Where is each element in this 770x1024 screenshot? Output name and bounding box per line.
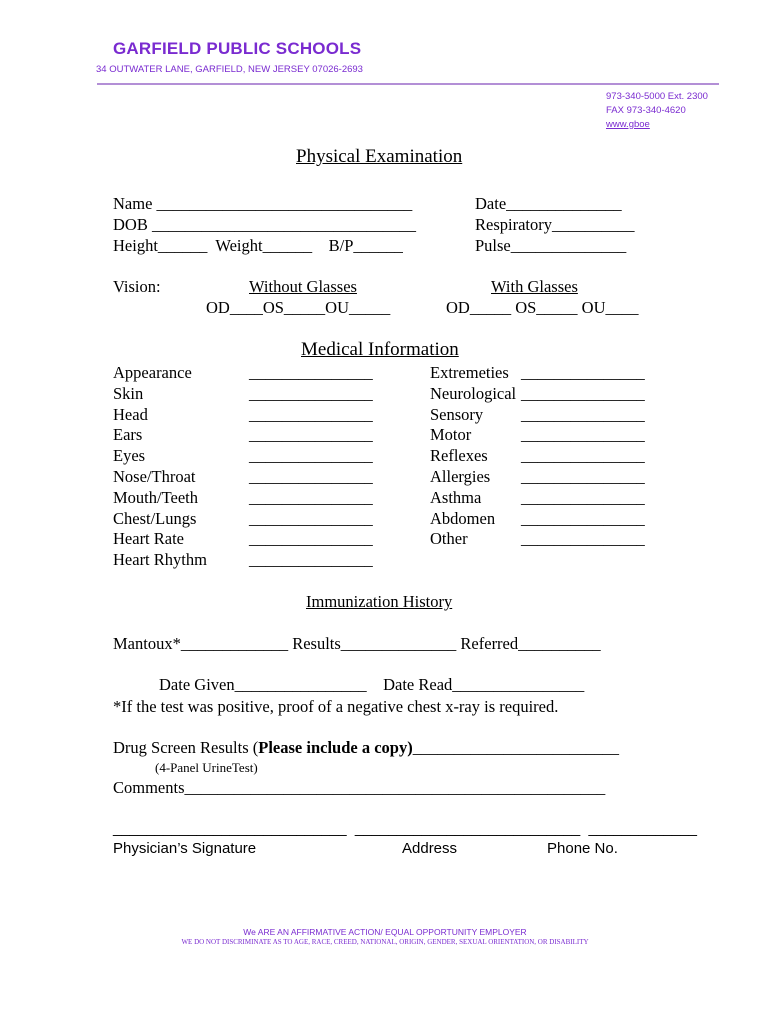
medical-item-label: Sensory [430, 404, 484, 424]
medical-item-label: Allergies [430, 467, 491, 486]
medical-item-blank[interactable]: _______________ [521, 425, 645, 445]
medical-item-label: Heart Rate [113, 529, 185, 549]
address-label: Address [402, 840, 458, 857]
height-weight-bp-field[interactable]: Height______ Weight______ B/P______ [113, 236, 403, 255]
drug-screen-blank[interactable]: _________________________ [412, 738, 619, 757]
medical-item-blank[interactable]: _______________ [249, 363, 373, 382]
medical-item-label: Head [113, 404, 148, 424]
form-title: Physical Examination [296, 146, 463, 167]
medical-item-label: Heart Rhythm [113, 550, 207, 570]
drug-screen-label: Drug Screen Results ( [113, 738, 259, 757]
medical-item-label: Asthma [430, 487, 482, 507]
medical-item-blank[interactable]: _______________ [521, 508, 645, 528]
phone-label: Phone No. [547, 840, 618, 857]
name-field[interactable]: Name _______________________________ [113, 194, 413, 213]
header-divider [97, 83, 719, 85]
medical-item-label: Reflexes [430, 446, 488, 466]
with-glasses-label: With Glasses [491, 277, 578, 296]
vision-with-glasses-field[interactable]: OD_____ OS_____ OU____ [446, 298, 639, 317]
drug-screen-field[interactable] [113, 738, 619, 758]
medical-item-blank[interactable]: _______________ [249, 404, 373, 424]
medical-item-label: Other [430, 529, 468, 549]
medical-item-label: Eyes [113, 446, 146, 466]
medical-item-blank[interactable]: _______________ [249, 550, 373, 570]
phone-number: 973-340-5000 Ext. 2300 [606, 91, 708, 102]
medical-item-label: Skin [113, 383, 144, 403]
dob-field[interactable]: DOB ________________________________ [113, 215, 416, 234]
date-field[interactable]: Date______________ [475, 194, 622, 213]
medical-item-blank[interactable]: _______________ [521, 487, 645, 507]
without-glasses-label: Without Glasses [249, 277, 357, 296]
medical-item-blank[interactable]: _______________ [249, 425, 373, 445]
drug-screen-copy-note: Please include a copy) [258, 738, 413, 757]
school-address: 34 OUTWATER LANE, GARFIELD, NEW JERSEY 07026-2693 [96, 64, 363, 75]
medical-item-label: Motor [430, 425, 472, 445]
medical-item-blank[interactable]: _______________ [249, 446, 373, 466]
medical-item-blank[interactable]: _______________ [249, 467, 373, 486]
xray-note: *If the test was positive, proof of a negative chest x-ray is required. [113, 697, 559, 716]
medical-info-title: Medical Information [301, 339, 459, 360]
footer-nondiscrimination-statement: WE DO NOT DISCRIMINATE AS TO AGE, RACE, CREED, NATIONAL, ORIGIN, GENDER, SEXUAL ORIENTATION, OR DISABILITY [181, 938, 589, 946]
physician-signature-label: Physician’s Signature [113, 840, 257, 857]
medical-item-blank[interactable]: _______________ [249, 529, 373, 549]
medical-item-blank[interactable]: _______________ [521, 383, 645, 403]
medical-item-label: Mouth/Teeth [113, 487, 198, 507]
medical-item-label: Ears [113, 425, 143, 445]
medical-item-label: Appearance [113, 363, 192, 382]
medical-item-label: Nose/Throat [113, 467, 196, 486]
vision-without-glasses-field[interactable]: OD____OS_____OU_____ [206, 298, 391, 317]
school-name: GARFIELD PUBLIC SCHOOLS [113, 39, 362, 58]
website-link[interactable]: www.gboe [606, 119, 650, 130]
test-dates-field[interactable]: Date Given________________ Date Read________________ [159, 675, 585, 694]
medical-item-label: Abdomen [430, 508, 496, 528]
medical-item-blank[interactable]: _______________ [521, 363, 645, 382]
medical-item-label: Neurological [430, 383, 517, 403]
medical-item-blank[interactable]: _______________ [249, 487, 373, 507]
mantoux-field[interactable]: Mantoux*_____________ Results______________ Referred__________ [113, 634, 601, 653]
medical-item-blank[interactable]: _______________ [249, 508, 373, 528]
medical-item-blank[interactable]: _______________ [521, 446, 645, 466]
signature-blank-lines[interactable]: ____________________________ ___________________________ _____________ [113, 820, 697, 837]
drug-screen-subnote: (4-Panel UrineTest) [155, 760, 258, 775]
medical-item-blank[interactable]: _______________ [249, 383, 373, 403]
medical-item-label: Chest/Lungs [113, 508, 197, 528]
immunization-title: Immunization History [306, 592, 453, 611]
fax-number: FAX 973-340-4620 [606, 105, 686, 116]
medical-item-blank[interactable]: _______________ [521, 404, 645, 424]
medical-item-blank[interactable]: _______________ [521, 467, 645, 486]
pulse-field[interactable]: Pulse______________ [475, 236, 627, 255]
medical-item-label: Extremeties [430, 363, 509, 382]
footer-eeo-statement: We ARE AN AFFIRMATIVE ACTION/ EQUAL OPPORTUNITY EMPLOYER [243, 927, 527, 937]
vision-label: Vision: [113, 277, 161, 296]
respiratory-field[interactable]: Respiratory__________ [475, 215, 635, 234]
comments-field[interactable]: Comments___________________________________________________ [113, 778, 606, 797]
medical-item-blank[interactable]: _______________ [521, 529, 645, 549]
